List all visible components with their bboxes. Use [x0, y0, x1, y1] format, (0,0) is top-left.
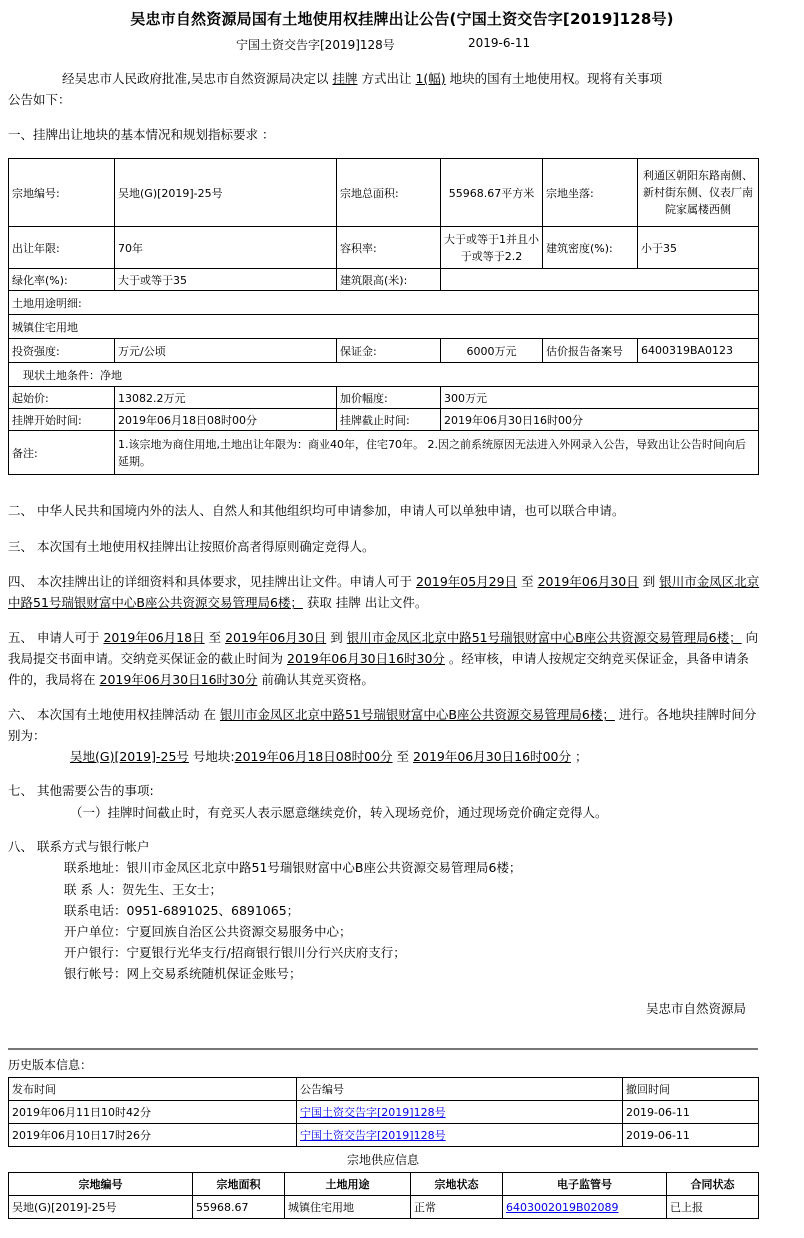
- plot-start-price-label: 起始价:: [9, 387, 115, 409]
- s4-text: 四、 本次挂牌出让的详细资料和具体要求，见挂牌出让文件。申请人可于: [8, 574, 412, 589]
- section5: [8, 627, 760, 690]
- plot-term: 70年: [115, 227, 337, 269]
- s6-text-c: 号地块:: [192, 749, 235, 764]
- plot-code: 吴地(G)[2019]-25号: [115, 159, 337, 227]
- plot-far-label: 容积率:: [337, 227, 441, 269]
- plot-listing-end-label: 挂牌截止时间:: [337, 409, 441, 431]
- history-header-withdraw: 撤回时间: [623, 1078, 759, 1101]
- plot-increment: 300万元: [441, 387, 759, 409]
- section6-schedule: [70, 746, 760, 767]
- plot-location-label: 宗地坐落:: [543, 159, 638, 227]
- s4-place: 银川市金凤区北京中路51号瑞银财富中心B座公共资源交易管理局6楼；: [8, 574, 760, 610]
- plot-listing-start-label: 挂牌开始时间:: [9, 409, 115, 431]
- supply-header-use: 土地用途: [285, 1173, 411, 1196]
- s5-text-d: 前确认其竞买资格。: [261, 672, 374, 687]
- s6-start: 2019年06月18日08时00分: [234, 749, 393, 764]
- plot-invest-label: 投资强度:: [9, 339, 115, 363]
- history-header-row: [9, 1078, 759, 1101]
- intro-tail: 公告如下：: [8, 92, 71, 107]
- plot-increment-label: 加价幅度:: [337, 387, 441, 409]
- divider: [8, 1048, 758, 1050]
- s5-text-c: 。经审核，申请人按规定交纳竞买保证金，具备申请条件的，我局将在: [8, 651, 749, 687]
- history-notice-link-text[interactable]: 宁国土资交告字[2019]128号: [300, 1129, 446, 1142]
- contact-address: 联系地址：银川市金凤区北京中路51号瑞银财富中心B座公共资源交易管理局6楼；: [64, 860, 522, 875]
- intro-method: 挂牌: [332, 71, 358, 86]
- supply-supervision-link-text[interactable]: 6403002019B02089: [506, 1200, 619, 1214]
- account-unit: 开户单位：宁夏回族自治区公共资源交易服务中心；: [64, 924, 352, 939]
- table-row: [9, 1124, 759, 1147]
- table-row: [9, 1196, 759, 1219]
- plot-appraisal: 6400319BA0123: [638, 339, 759, 363]
- section6: [8, 704, 760, 746]
- signature: 吴忠市自然资源局: [646, 1001, 747, 1016]
- supply-table: [8, 1172, 759, 1219]
- s6-text-b: 进行。各地块挂牌时间分别为：: [8, 707, 757, 743]
- plot-height-label: 建筑限高(米):: [337, 269, 441, 291]
- s6-text-e: ；: [574, 749, 588, 764]
- s4-to: 至: [521, 574, 534, 589]
- s5-confirm-time: 2019年06月30日16时30分: [99, 672, 258, 687]
- plot-use-detail-label: 土地用途明细:: [9, 291, 759, 315]
- history-publish-time: 2019年06月11日10时42分: [9, 1101, 297, 1124]
- plot-height: [441, 269, 759, 291]
- account-bank: 开户银行：宁夏银行光华支行/招商银行银川分行兴庆府支行；: [64, 945, 406, 960]
- plot-code-label: 宗地编号:: [9, 159, 115, 227]
- section3: 三、 本次国有土地使用权挂牌出让按照价高者得原则确定竞得人。: [8, 539, 375, 554]
- plot-density: 小于35: [638, 227, 759, 269]
- supply-header-row: [9, 1173, 759, 1196]
- section4: [8, 571, 760, 613]
- supply-supervision-link[interactable]: [503, 1196, 667, 1219]
- s6-to: 至: [396, 749, 410, 764]
- plot-area-label: 宗地总面积:: [337, 159, 441, 227]
- supply-status: 正常: [411, 1196, 503, 1219]
- s5-date-start: 2019年06月18日: [103, 630, 205, 645]
- supply-use: 城镇住宅用地: [285, 1196, 411, 1219]
- plot-term-label: 出让年限:: [9, 227, 115, 269]
- contact-person: 联 系 人：贺先生、王女士；: [64, 882, 222, 897]
- s5-text-b: 向我局提交书面申请。交纳竞买保证金的截止时间为: [8, 630, 759, 666]
- s5-text: 五、 申请人可于: [8, 630, 100, 645]
- plot-listing-end: 2019年06月30日16时00分: [441, 409, 759, 431]
- supply-header-contract: 合同状态: [667, 1173, 759, 1196]
- history-notice-link[interactable]: [297, 1101, 623, 1124]
- s5-date-end: 2019年06月30日: [225, 630, 327, 645]
- supply-code: 吴地(G)[2019]-25号: [9, 1196, 193, 1219]
- plot-invest: 万元/公顷: [115, 339, 337, 363]
- plot-deposit-label: 保证金:: [337, 339, 441, 363]
- s5-place: 银川市金凤区北京中路51号瑞银财富中心B座公共资源交易管理局6楼；: [346, 630, 742, 645]
- plot-table: [8, 158, 759, 475]
- plot-location: 利通区朝阳东路南侧、新村街东侧、仪表厂南院家属楼西侧: [638, 159, 759, 227]
- doc-date: 2019-6-11: [468, 36, 531, 50]
- section7-heading: 七、 其他需要公告的事项:: [8, 783, 154, 798]
- history-title: 历史版本信息：: [8, 1058, 93, 1072]
- supply-title: 宗地供应信息: [346, 1153, 419, 1167]
- plot-green-label: 绿化率(%):: [9, 269, 115, 291]
- supply-header-area: 宗地面积: [193, 1173, 285, 1196]
- doc-number: 宁国土资交告字[2019]128号: [236, 38, 395, 52]
- history-table: [8, 1077, 759, 1147]
- history-notice-link[interactable]: [297, 1124, 623, 1147]
- history-withdraw-time: 2019-06-11: [623, 1124, 759, 1147]
- intro-text: 经吴忠市人民政府批准,吴忠市自然资源局决定以: [62, 71, 329, 86]
- supply-header-supervision: 电子监管号: [503, 1173, 667, 1196]
- account-number: 银行帐号：网上交易系统随机保证金账号；: [64, 966, 302, 981]
- s5-deadline: 2019年06月30日16时30分: [287, 651, 445, 666]
- plot-listing-start: 2019年06月18日08时00分: [115, 409, 337, 431]
- section8-heading: 八、 联系方式与银行帐户: [8, 839, 150, 854]
- plot-condition: 现状土地条件：净地: [9, 363, 759, 387]
- plot-remark: 1.该宗地为商住用地,土地出让年限为：商业40年，住宅70年。 2.因之前系统原因无法进入外网录入公告，导致出让公告时间向后延期。: [115, 431, 759, 475]
- s4-date-start: 2019年05月29日: [415, 574, 518, 589]
- plot-deposit: 6000万元: [441, 339, 543, 363]
- section1-heading: 一、挂牌出让地块的基本情况和规划指标要求 ：: [8, 127, 275, 142]
- s4-text-b: 获取 挂牌 出让文件。: [306, 595, 428, 610]
- section2: 二、 中华人民共和国境内外的法人、自然人和其他组织均可申请参加，申请人可以单独申请，也可以联合申请。: [8, 503, 625, 518]
- supply-header-status: 宗地状态: [411, 1173, 503, 1196]
- page-title: 吴忠市自然资源局国有土地使用权挂牌出让公告(宁国土资交告字[2019]128号): [130, 10, 674, 28]
- plot-green: 大于或等于35: [115, 269, 337, 291]
- history-publish-time: 2019年06月10日17时26分: [9, 1124, 297, 1147]
- plot-appraisal-label: 估价报告备案号: [543, 339, 638, 363]
- intro-paragraph: [62, 68, 762, 89]
- history-header-publish: 发布时间: [9, 1078, 297, 1101]
- plot-density-label: 建筑密度(%):: [543, 227, 638, 269]
- supply-contract-status: 已上报: [667, 1196, 759, 1219]
- intro-count: 1(幅): [415, 71, 446, 86]
- plot-use: 城镇住宅用地: [9, 315, 759, 339]
- plot-far: 大于或等于1并且小于或等于2.2: [441, 227, 543, 269]
- history-notice-link-text[interactable]: 宁国土资交告字[2019]128号: [300, 1106, 446, 1119]
- s6-plot-code: 吴地(G)[2019]-25号: [70, 749, 189, 764]
- s6-place: 银川市金凤区北京中路51号瑞银财富中心B座公共资源交易管理局6楼；: [219, 707, 615, 722]
- s6-end: 2019年06月30日16时00分: [413, 749, 571, 764]
- supply-area: 55968.67: [193, 1196, 285, 1219]
- intro-text-b: 方式出让: [361, 71, 412, 86]
- intro-text-c: 地块的国有土地使用权。现将有关事项: [449, 71, 663, 86]
- plot-remark-label: 备注:: [9, 431, 115, 475]
- s6-text: 六、 本次国有土地使用权挂牌活动 在: [8, 707, 216, 722]
- plot-area: 55968.67平方米: [441, 159, 543, 227]
- plot-start-price: 13082.2万元: [115, 387, 337, 409]
- history-header-number: 公告编号: [297, 1078, 623, 1101]
- table-row: [9, 1101, 759, 1124]
- s4-date-end: 2019年06月30日: [537, 574, 639, 589]
- s5-to: 至: [208, 630, 222, 645]
- s5-at: 到: [330, 630, 343, 645]
- section7-item: （一）挂牌时间截止时，有竞买人表示愿意继续竞价，转入现场竞价，通过现场竞价确定竞得人。: [70, 805, 608, 820]
- supply-header-code: 宗地编号: [9, 1173, 193, 1196]
- s4-at: 到: [642, 574, 656, 589]
- history-withdraw-time: 2019-06-11: [623, 1101, 759, 1124]
- contact-phone: 联系电话：0951-6891025、6891065；: [64, 903, 300, 918]
